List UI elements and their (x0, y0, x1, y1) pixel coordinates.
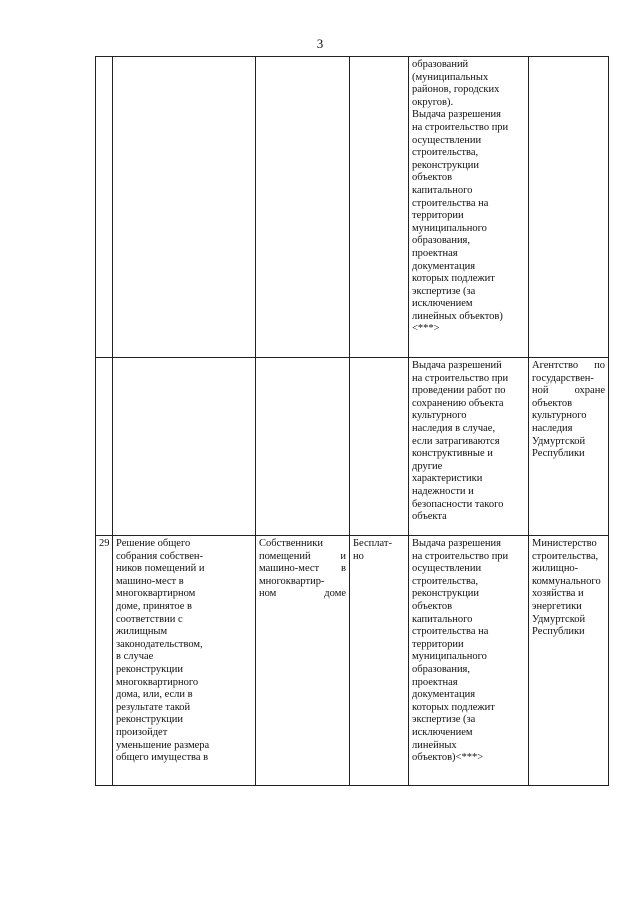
table-row (96, 358, 609, 536)
row-number-cell: 29 (96, 536, 113, 786)
applicants-cell (256, 57, 350, 358)
table-row (96, 57, 609, 358)
service-cell: Выдача разрешений на строительство при проведении работ по сохранению объекта культурного наследия в случае, если затрагиваются конструктивные и другие характеристики надежности и безопасности такого объекта (409, 358, 529, 536)
service-cell: образований (муниципальных районов, городских округов). Выдача разрешения на строительство при осуществлении строительства, реконструкции объектов капитального строительства на территории муниципального образования, проектная документация которых подлежит экспертизе (за исключением линейных объектов) <***> (409, 57, 529, 358)
applicants-cell: Собственники помещений и машино-мест в многоквартир- ном доме (256, 536, 350, 786)
service-cell: Выдача разрешения на строительство при осуществлении строительства, реконструкции объектов капитального строительства на территории муниципального образования, проектная документация которых подлежит экспертизе (за исключением линейных объектов)<***> (409, 536, 529, 786)
authority-cell: Агентство по государствен- ной охране объектов культурного наследия Удмуртской Республики (529, 358, 609, 536)
services-table (95, 56, 609, 786)
authority-cell: Министерство строительства, жилищно- коммунального хозяйства и энергетики Удмуртской Республики (529, 536, 609, 786)
row-number-cell (96, 358, 113, 536)
fee-cell (350, 57, 409, 358)
document-name-cell (113, 358, 256, 536)
document-name-cell (113, 57, 256, 358)
authority-cell (529, 57, 609, 358)
table-row (96, 536, 609, 786)
page-number: 3 (316, 36, 324, 51)
fee-cell (350, 358, 409, 536)
document-name-cell: Решение общего собрания собствен- ников помещений и машино-мест в многоквартирном доме, принятое в соответствии с жилищным законодательством, в случае реконструкции многоквартирного дома, или, если в результате такой реконструкции произойдет уменьшение размера общего имущества в (113, 536, 256, 786)
applicants-cell (256, 358, 350, 536)
fee-cell: Бесплат- но (350, 536, 409, 786)
row-number-cell (96, 57, 113, 358)
